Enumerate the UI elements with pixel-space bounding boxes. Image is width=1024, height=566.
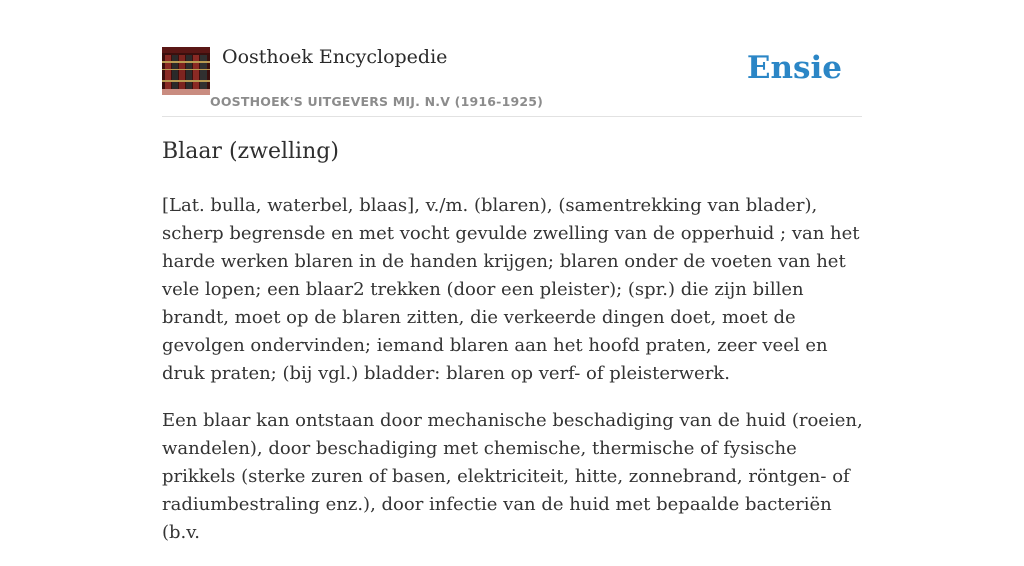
source-name[interactable]: Oosthoek Encyclopedie [222, 46, 448, 68]
ensie-logo-link[interactable]: Ensie [746, 50, 842, 86]
article-paragraph: [Lat. bulla, waterbel, blaas], v./m. (blaren), (samentrekking van blader), scherp begrensde en met vocht gevulde zwelling van de opperhuid ; van het harde werken blaren in de handen krijgen; blaren onder de voeten van het vele lopen; een blaar2 trekken (door een pleister); (spr.) die zijn billen brandt, moet op de blaren zitten, die verkeerde dingen doet, moet de gevolgen ondervinden; iemand blaren aan het hoofd praten, zeer veel en druk praten; (bij vgl.) bladder: blaren op verf- of pleisterwerk. [162, 195, 860, 384]
article-body [162, 192, 872, 566]
article-paragraph: Een blaar kan ontstaan door mechanische beschadiging van de huid (roeien, wandelen), door beschadiging met chemische, thermische of fysische prikkels (sterke zuren of basen, elektriciteit, hitte, zonnebrand, röntgen- of radiumbestraling enz.), door infectie van de huid met bepaalde bacteriën (b.v. [162, 410, 863, 543]
page-title: Blaar (zwelling) [162, 139, 339, 164]
book-spines-icon[interactable] [162, 47, 210, 95]
header [162, 0, 862, 117]
publisher-label: OOSTHOEK'S UITGEVERS MIJ. N.V (1916-1925) [210, 94, 544, 109]
